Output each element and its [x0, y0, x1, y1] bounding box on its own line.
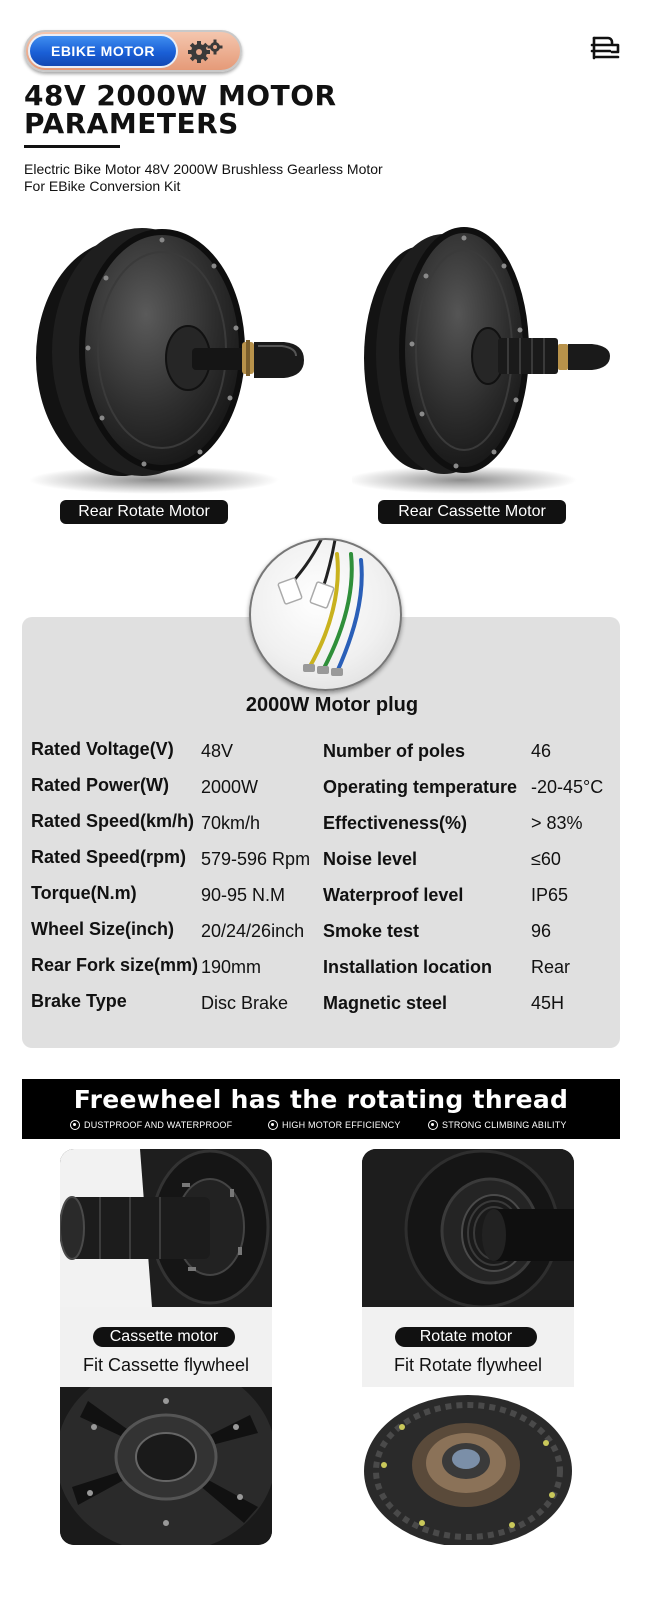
rotate-motor-desc: Fit Rotate flywheel: [393, 1355, 543, 1375]
subtitle-line-2: For EBike Conversion Kit: [24, 178, 181, 194]
spec-key: Number of poles: [323, 741, 466, 761]
feature-item: [70, 1120, 232, 1130]
spec-key: Waterproof level: [323, 885, 464, 905]
plug-title: 2000W Motor plug: [245, 694, 419, 716]
page-title: [24, 79, 384, 140]
spec-key: Effectiveness(%): [323, 813, 468, 833]
subtitle-line-1: Electric Bike Motor 48V 2000W Brushless Gearless Motor: [24, 161, 383, 177]
spec-value: Disc Brake: [201, 993, 289, 1013]
feature-item: [268, 1120, 401, 1130]
spec-key: Rated Speed(km/h): [31, 811, 195, 831]
spec-value: -20-45°C: [531, 777, 604, 797]
rotate-axle-illustration: [362, 1149, 574, 1307]
title-line-1: 48V 2000W MOTOR: [24, 79, 337, 112]
brand-badge: [24, 30, 242, 72]
rotate-motor-pill: Rotate motor: [395, 1327, 537, 1347]
spec-value: 20/24/26inch: [201, 921, 305, 941]
spec-value: 2000W: [201, 777, 259, 797]
spec-key: Installation location: [323, 957, 493, 977]
motor-plug-image: [249, 538, 402, 691]
brand-name: EBIKE MOTOR: [28, 34, 178, 68]
spec-value: IP65: [531, 885, 569, 905]
banner-title: Freewheel has the rotating thread: [73, 1085, 569, 1114]
plug-cables-illustration: [251, 540, 402, 691]
spec-value: ≤60: [531, 849, 561, 869]
rear-cassette-motor-label: Rear Cassette Motor: [378, 500, 566, 524]
spec-key: Smoke test: [323, 921, 420, 941]
spec-value: 579-596 Rpm: [201, 849, 311, 869]
rotate-motor-photo: [362, 1149, 574, 1307]
rear-rotate-motor-label: Rear Rotate Motor: [60, 500, 228, 524]
radio-dot-icon: [428, 1120, 438, 1130]
cassette-axle-illustration: [60, 1149, 272, 1307]
spec-key: Operating temperature: [323, 777, 518, 797]
spec-key: Wheel Size(inch): [31, 919, 175, 939]
spec-key: Magnetic steel: [323, 993, 448, 1013]
spec-value: 46: [531, 741, 552, 761]
cassette-motor-pill: Cassette motor: [93, 1327, 235, 1347]
rotate-flywheel-illustration: [362, 1387, 574, 1545]
spec-value: 70km/h: [201, 813, 261, 833]
radio-dot-icon: [70, 1120, 80, 1130]
cassette-flywheel-photo: [60, 1387, 272, 1545]
rear-rotate-motor-image: [24, 218, 312, 508]
spec-key: Noise level: [323, 849, 418, 869]
feature-item: [428, 1120, 567, 1130]
menu-icon[interactable]: [588, 32, 622, 64]
cassette-motor-desc: Fit Cassette flywheel: [82, 1355, 250, 1375]
gear-icon: [184, 36, 226, 66]
spec-value: 48V: [201, 741, 234, 761]
title-underline: [24, 145, 120, 148]
spec-value: 190mm: [201, 957, 262, 977]
cassette-motor-photo: [60, 1149, 272, 1307]
spec-value: Rear: [531, 957, 571, 977]
feature-label: STRONG CLIMBING ABILITY: [442, 1120, 567, 1130]
spec-value: > 83%: [531, 813, 583, 833]
cassette-flywheel-illustration: [60, 1387, 272, 1545]
spec-value: 90-95 N.M: [201, 885, 286, 905]
spec-key: Torque(N.m): [31, 883, 137, 903]
spec-key: Rated Voltage(V): [31, 739, 174, 759]
feature-label: DUSTPROOF AND WATERPROOF: [84, 1120, 233, 1130]
title-line-2: PARAMETERS: [24, 107, 239, 140]
spec-value: 45H: [531, 993, 565, 1013]
rear-cassette-motor-image: [352, 218, 624, 508]
spec-key: Rated Power(W): [31, 775, 170, 795]
rotate-flywheel-photo: [362, 1387, 574, 1545]
radio-dot-icon: [268, 1120, 278, 1130]
feature-label: HIGH MOTOR EFFICIENCY: [282, 1120, 401, 1130]
spec-key: Brake Type: [31, 991, 127, 1011]
spec-key: Rear Fork size(mm): [31, 955, 199, 975]
freewheel-banner: [22, 1079, 620, 1139]
page-subtitle: [24, 161, 444, 195]
spec-key: Rated Speed(rpm): [31, 847, 187, 867]
spec-value: 96: [531, 921, 552, 941]
